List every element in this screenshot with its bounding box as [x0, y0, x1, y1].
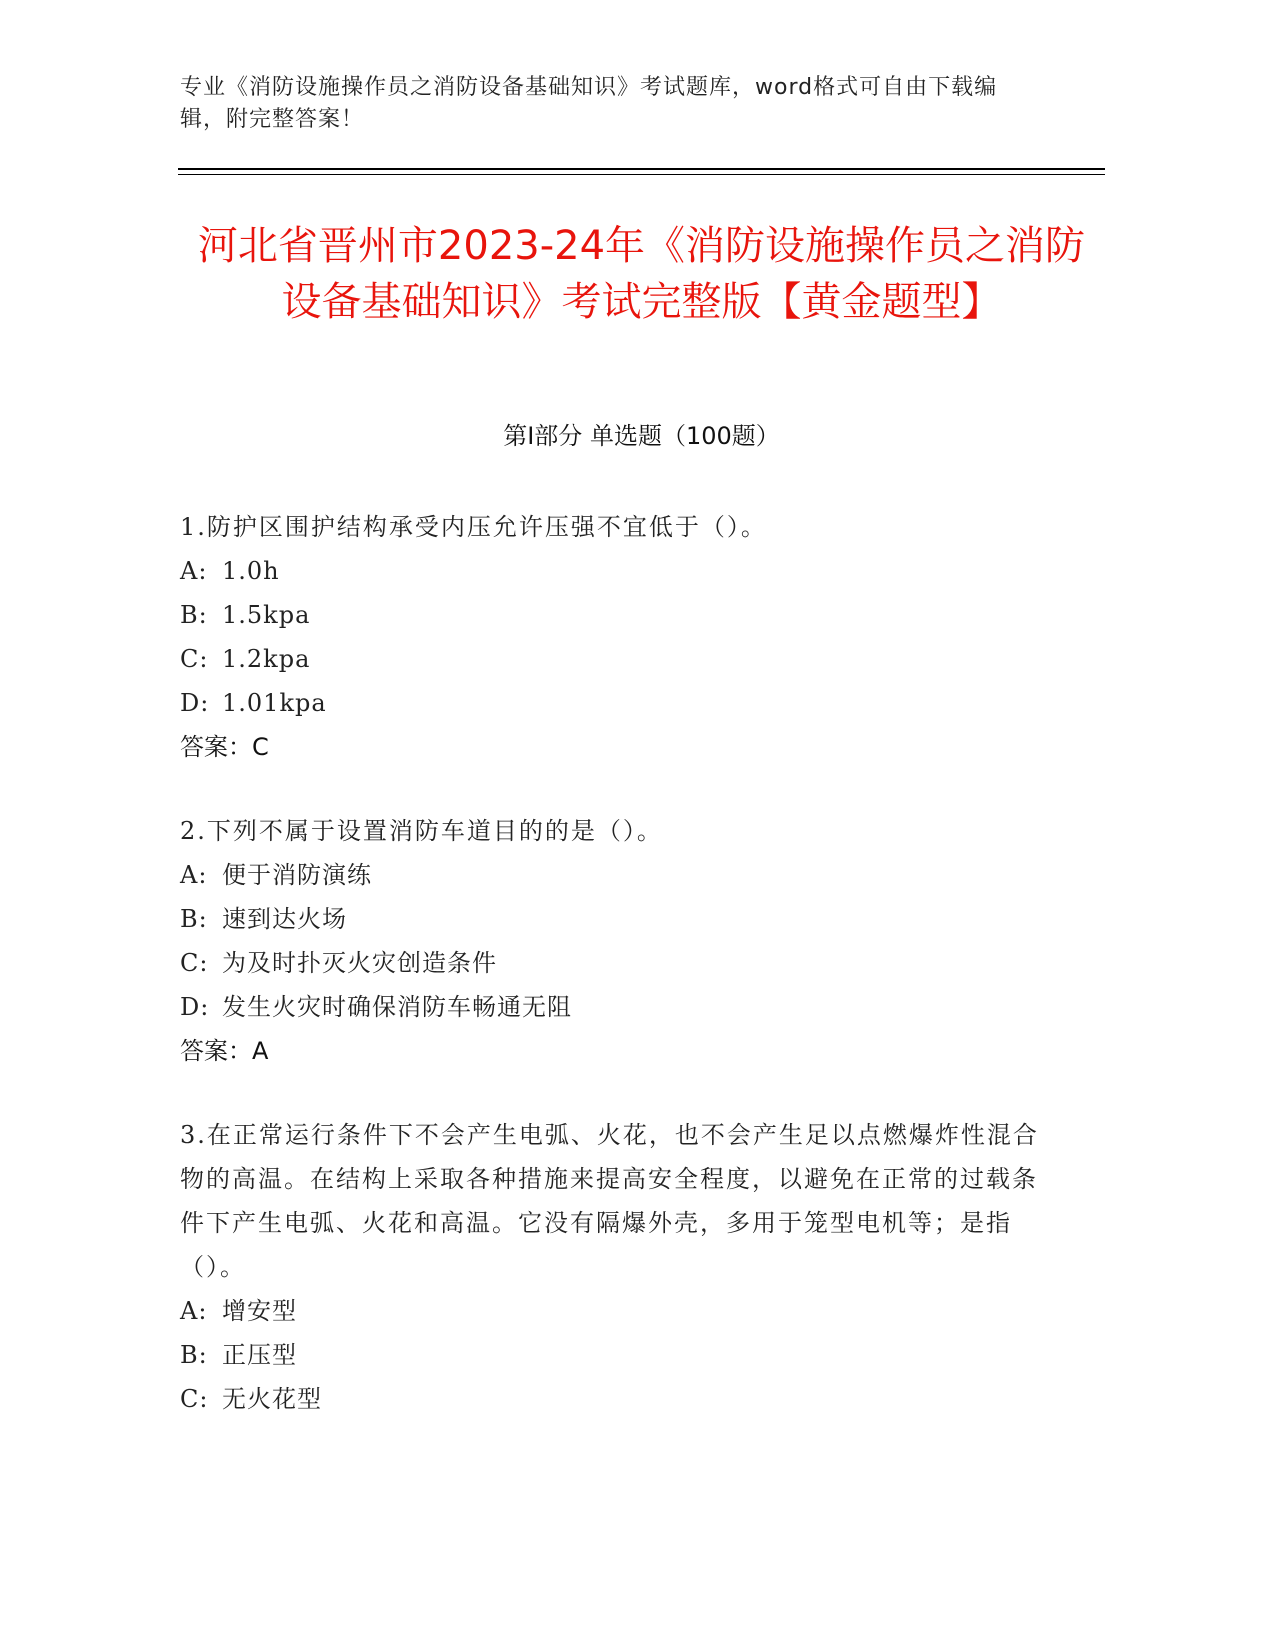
- option-text: 发生火灾时确保消防车畅通无阻: [222, 993, 572, 1021]
- option-d: [180, 681, 1040, 725]
- option-d: [180, 985, 1040, 1029]
- option-key: D:: [180, 993, 210, 1021]
- option-key: C:: [180, 1385, 209, 1413]
- header-note: 专业《消防设施操作员之消防设备基础知识》考试题库，word格式可自由下载编辑，附完整答案！: [180, 75, 998, 132]
- option-text: 1.0h: [222, 557, 280, 585]
- header-rule-thin: [178, 174, 1105, 175]
- question-stem: 3.在正常运行条件下不会产生电弧、火花，也不会产生足以点燃爆炸性混合物的高温。在结构上采取各种措施来提高安全程度，以避免在正常的过载条件下产生电弧、火花和高温。它没有隔爆外壳，多用于笼型电机等；是指（）。: [180, 1121, 1039, 1281]
- option-text: 速到达火场: [222, 905, 347, 933]
- option-b: [180, 593, 1040, 637]
- option-key: A:: [180, 861, 208, 889]
- option-key: C:: [180, 949, 209, 977]
- question-1: [180, 505, 1040, 769]
- option-text: 增安型: [222, 1297, 297, 1325]
- option-text: 1.5kpa: [222, 601, 311, 629]
- option-text: 1.2kpa: [222, 645, 311, 673]
- option-text: 1.01kpa: [222, 689, 327, 717]
- option-text: 无火花型: [222, 1385, 322, 1413]
- option-a: [180, 1289, 1040, 1333]
- header-rule-thick: [178, 168, 1105, 170]
- option-b: [180, 897, 1040, 941]
- option-b: [180, 1333, 1040, 1377]
- question-3: [180, 1113, 1040, 1421]
- answer-value: C: [252, 733, 269, 761]
- option-key: B:: [180, 1341, 208, 1369]
- answer-line: [180, 1029, 1040, 1073]
- section-heading: 第Ⅰ部分 单选题（100题）: [503, 422, 780, 450]
- option-c: [180, 1377, 1040, 1421]
- option-key: A:: [180, 557, 208, 585]
- option-key: A:: [180, 1297, 208, 1325]
- option-key: B:: [180, 905, 208, 933]
- option-text: 正压型: [222, 1341, 297, 1369]
- question-stem: 2.下列不属于设置消防车道目的的是（）。: [180, 817, 663, 845]
- option-key: D:: [180, 689, 210, 717]
- answer-label: 答案：: [180, 733, 252, 761]
- question-stem: 1.防护区围护结构承受内压允许压强不宜低于（）。: [180, 513, 767, 541]
- option-key: C:: [180, 645, 209, 673]
- option-c: [180, 637, 1040, 681]
- document-title: 河北省晋州市2023-24年《消防设施操作员之消防设备基础知识》考试完整版【黄金题型】: [197, 223, 1086, 325]
- option-c: [180, 941, 1040, 985]
- answer-value: A: [252, 1037, 269, 1065]
- question-list: [180, 505, 1040, 1461]
- answer-label: 答案：: [180, 1037, 252, 1065]
- option-a: [180, 549, 1040, 593]
- answer-line: [180, 725, 1040, 769]
- option-text: 为及时扑灭火灾创造条件: [222, 949, 497, 977]
- option-key: B:: [180, 601, 208, 629]
- question-2: [180, 809, 1040, 1073]
- option-text: 便于消防演练: [222, 861, 372, 889]
- option-a: [180, 853, 1040, 897]
